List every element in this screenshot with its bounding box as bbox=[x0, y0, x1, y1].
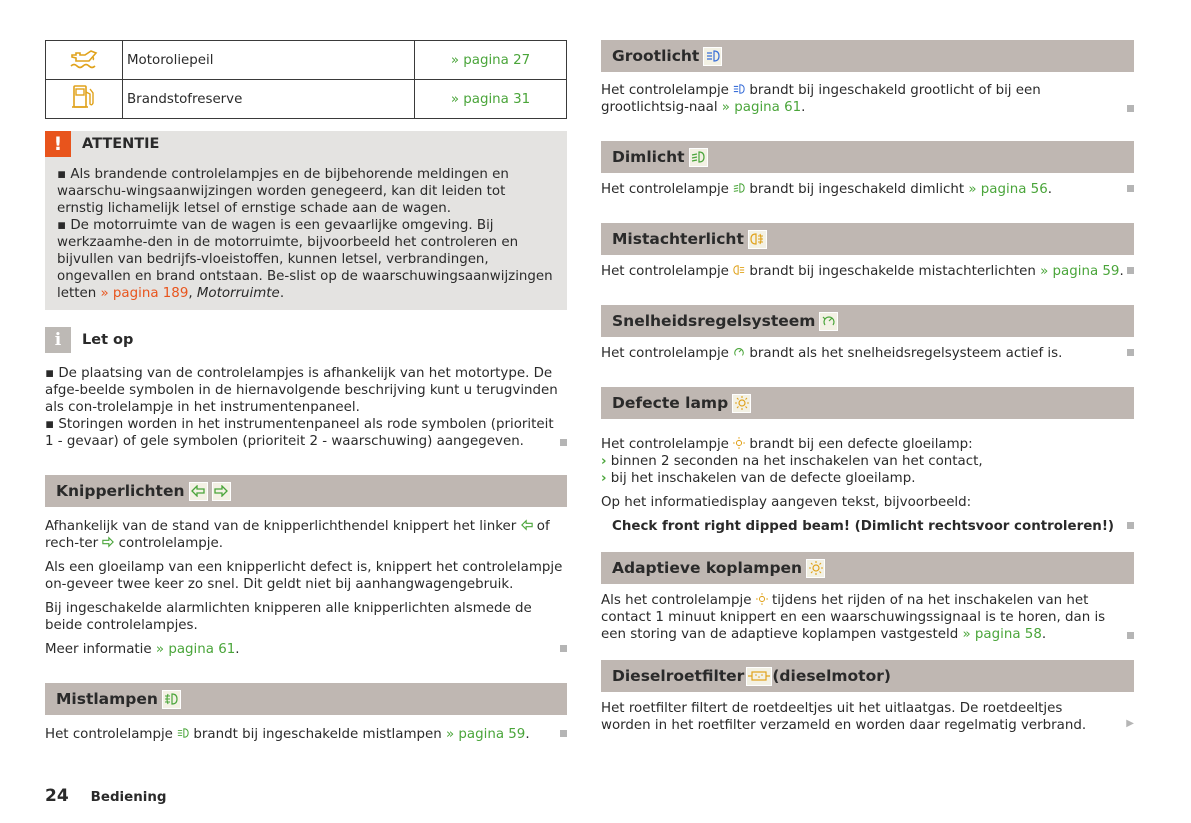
section-header-dieselroetfilter: Dieselroetfilter (dieselmotor) bbox=[601, 660, 1134, 692]
low-beam-icon bbox=[689, 148, 708, 167]
section-header-grootlicht: Grootlicht bbox=[601, 40, 1134, 72]
table-label-cell: Brandstofreserve bbox=[123, 80, 415, 119]
right-column bbox=[601, 40, 1134, 734]
warning-item: ▪ Als brandende controlelampjes en de bijbehorende meldingen en waarschu-wingsaanwijzingen worden genegeerd, kan dit leiden tot ernstig lichamelijk letsel of ernstige schade aan de wagen. bbox=[57, 167, 509, 216]
section-header-snelheidsregelsysteem: Snelheidsregelsysteem bbox=[601, 305, 1134, 337]
fuel-pump-icon bbox=[71, 83, 97, 111]
end-marker-icon bbox=[560, 645, 567, 652]
turn-left-icon bbox=[521, 519, 533, 531]
knipperlichten-p2: Als een gloeilamp van een knipperlicht defect is, knippert het controlelampje on-geveer twee keer zo snel. Dit geldt niet bij aanhangwagengebruik. bbox=[45, 560, 563, 592]
dimlicht-p: Het controlelampje brandt bij ingeschakeld dimlicht » pagina 56. bbox=[601, 181, 1134, 198]
chevron-right-icon: › bbox=[601, 454, 607, 469]
indicator-table bbox=[45, 40, 567, 119]
section-header-knipperlichten: Knipperlichten bbox=[45, 475, 567, 507]
note-title: Let op bbox=[82, 331, 134, 348]
table-label-cell: Motoroliepeil bbox=[123, 41, 415, 80]
table-row bbox=[46, 41, 567, 80]
end-marker-icon bbox=[1127, 185, 1134, 192]
section-header-dimlicht: Dimlicht bbox=[601, 141, 1134, 173]
bulb-fault-icon bbox=[733, 437, 745, 449]
page-link[interactable]: » pagina 58 bbox=[962, 627, 1042, 642]
warning-title: ATTENTIE bbox=[82, 135, 160, 152]
note-header bbox=[45, 327, 567, 353]
page-number: 24 bbox=[45, 786, 69, 806]
section-header-defecte-lamp: Defecte lamp bbox=[601, 387, 1134, 419]
section-header-adaptieve-koplampen: Adaptieve koplampen bbox=[601, 552, 1134, 584]
defecte-message: Check front right dipped beam! (Dimlicht rechtsvoor controleren!) bbox=[601, 518, 1134, 535]
chevron-right-icon: › bbox=[601, 471, 607, 486]
knipperlichten-p3: Bij ingeschakelde alarmlichten knipperen alle knipperlichten alsmede de beide controlelampjes. bbox=[45, 601, 532, 633]
end-marker-icon bbox=[1127, 267, 1134, 274]
page-link[interactable]: » pagina 61 bbox=[721, 100, 802, 115]
knipperlichten-p1: Afhankelijk van de stand van de knipperlichthendel knippert het linker of rech-ter controlelampje. bbox=[45, 519, 550, 551]
page-link[interactable]: » pagina 56 bbox=[968, 182, 1048, 197]
bulb-fault-icon bbox=[732, 394, 751, 413]
adaptive-headlight-icon bbox=[756, 593, 768, 605]
end-marker-icon bbox=[560, 439, 567, 446]
cruise-control-icon bbox=[819, 312, 838, 331]
page-link[interactable]: » pagina 27 bbox=[415, 41, 567, 80]
end-marker-icon bbox=[1127, 105, 1134, 112]
fog-light-icon bbox=[162, 690, 181, 709]
page-link[interactable]: » pagina 189 bbox=[100, 286, 189, 301]
turn-right-icon bbox=[212, 482, 231, 501]
note-body bbox=[45, 365, 567, 450]
grootlicht-p: Het controlelampje brandt bij ingeschakeld grootlicht of bij een grootlichtsig-naal » pagina 61. bbox=[601, 82, 1134, 116]
adaptieve-p: Als het controlelampje tijdens het rijden of na het inschakelen van het contact 1 minuut knippert en een waarschuwingssignaal is te horen, dan is een storing van de adaptieve koplampen vastgesteld » pagina 58. bbox=[601, 592, 1134, 643]
low-beam-icon bbox=[733, 182, 745, 194]
defecte-p2: Op het informatiedisplay aangeven tekst, bijvoorbeeld: bbox=[601, 495, 972, 510]
list-item: › binnen 2 seconden na het inschakelen van het contact, bbox=[601, 454, 983, 469]
diesel-p: Het roetfilter filtert de roetdeeltjes uit het uitlaatgas. De roetdeeltjes worden in het roetfilter verzameld en worden daar regelmatig verbrand. ▶ bbox=[601, 701, 1134, 733]
rear-fog-light-icon bbox=[748, 230, 767, 249]
fog-light-icon bbox=[177, 727, 189, 739]
section-header-mistlampen: Mistlampen bbox=[45, 683, 567, 715]
turn-left-icon bbox=[189, 482, 208, 501]
rear-fog-light-icon bbox=[733, 264, 745, 276]
list-item: › bij het inschakelen van de defecte gloeilamp. bbox=[601, 471, 916, 486]
exclamation-icon: ! bbox=[45, 131, 71, 157]
mistachterlicht-p: Het controlelampje brandt bij ingeschakelde mistachterlichten » pagina 59. bbox=[601, 263, 1134, 280]
page-footer bbox=[45, 788, 166, 806]
turn-right-icon bbox=[102, 536, 114, 548]
diesel-particulate-filter-icon bbox=[746, 667, 772, 686]
page-link[interactable]: » pagina 31 bbox=[415, 80, 567, 119]
warning-header bbox=[45, 131, 567, 157]
left-column bbox=[45, 40, 567, 743]
snelheid-p: Het controlelampje brandt als het snelheidsregelsysteem actief is. bbox=[601, 345, 1134, 362]
end-marker-icon bbox=[560, 730, 567, 737]
mistlampen-p: Het controlelampje brandt bij ingeschakelde mistlampen » pagina 59. bbox=[45, 726, 567, 743]
section-name: Bediening bbox=[90, 790, 167, 805]
warning-reference: Motorruimte bbox=[196, 286, 280, 301]
page-link[interactable]: » pagina 61 bbox=[155, 642, 236, 657]
adaptive-headlight-icon bbox=[806, 559, 825, 578]
warning-box bbox=[45, 131, 567, 310]
end-marker-icon bbox=[1127, 632, 1134, 639]
cruise-control-icon bbox=[733, 346, 745, 358]
continue-arrow-icon: ▶ bbox=[1126, 718, 1134, 729]
table-row bbox=[46, 80, 567, 119]
end-marker-icon bbox=[1127, 522, 1134, 529]
page-link[interactable]: » pagina 59 bbox=[1040, 264, 1120, 279]
warning-body bbox=[45, 157, 567, 302]
note-item: ▪ De plaatsing van de controlelampjes is afhankelijk van het motortype. De afge-beelde symbolen in de hiernavolgende beschrijving kunt u terugvinden als con-trolelampje in het instrumentenpaneel. bbox=[45, 366, 558, 415]
defecte-p1: Het controlelampje brandt bij een defecte gloeilamp: bbox=[601, 437, 973, 452]
table-icon-cell bbox=[46, 80, 123, 119]
oil-can-icon bbox=[69, 47, 99, 69]
table-icon-cell bbox=[46, 41, 123, 80]
warning-item: ▪ De motorruimte van de wagen is een gevaarlijke omgeving. Bij werkzaamhe-den in de motorruimte, bijvoorbeeld het controleren en bijvullen van bedrijfs-vloeistoffen, kunnen letsel, verbrandingen, ongevallen en brand ontstaan. Be-slist op de waarschuwingsaanwijzingen letten » pagina 189, Motorruimte. bbox=[57, 218, 553, 301]
info-icon: i bbox=[45, 327, 71, 353]
high-beam-icon bbox=[733, 83, 745, 95]
high-beam-icon bbox=[703, 47, 722, 66]
note-item: ▪ Storingen worden in het instrumentenpaneel als rode symbolen (prioriteit 1 - gevaar) of gele symbolen (prioriteit 2 - waarschuwing) aangegeven. bbox=[45, 417, 554, 449]
section-header-mistachterlicht: Mistachterlicht bbox=[601, 223, 1134, 255]
page-link[interactable]: » pagina 59 bbox=[445, 727, 526, 742]
end-marker-icon bbox=[1127, 349, 1134, 356]
knipperlichten-p4: Meer informatie » pagina 61. bbox=[45, 641, 567, 658]
